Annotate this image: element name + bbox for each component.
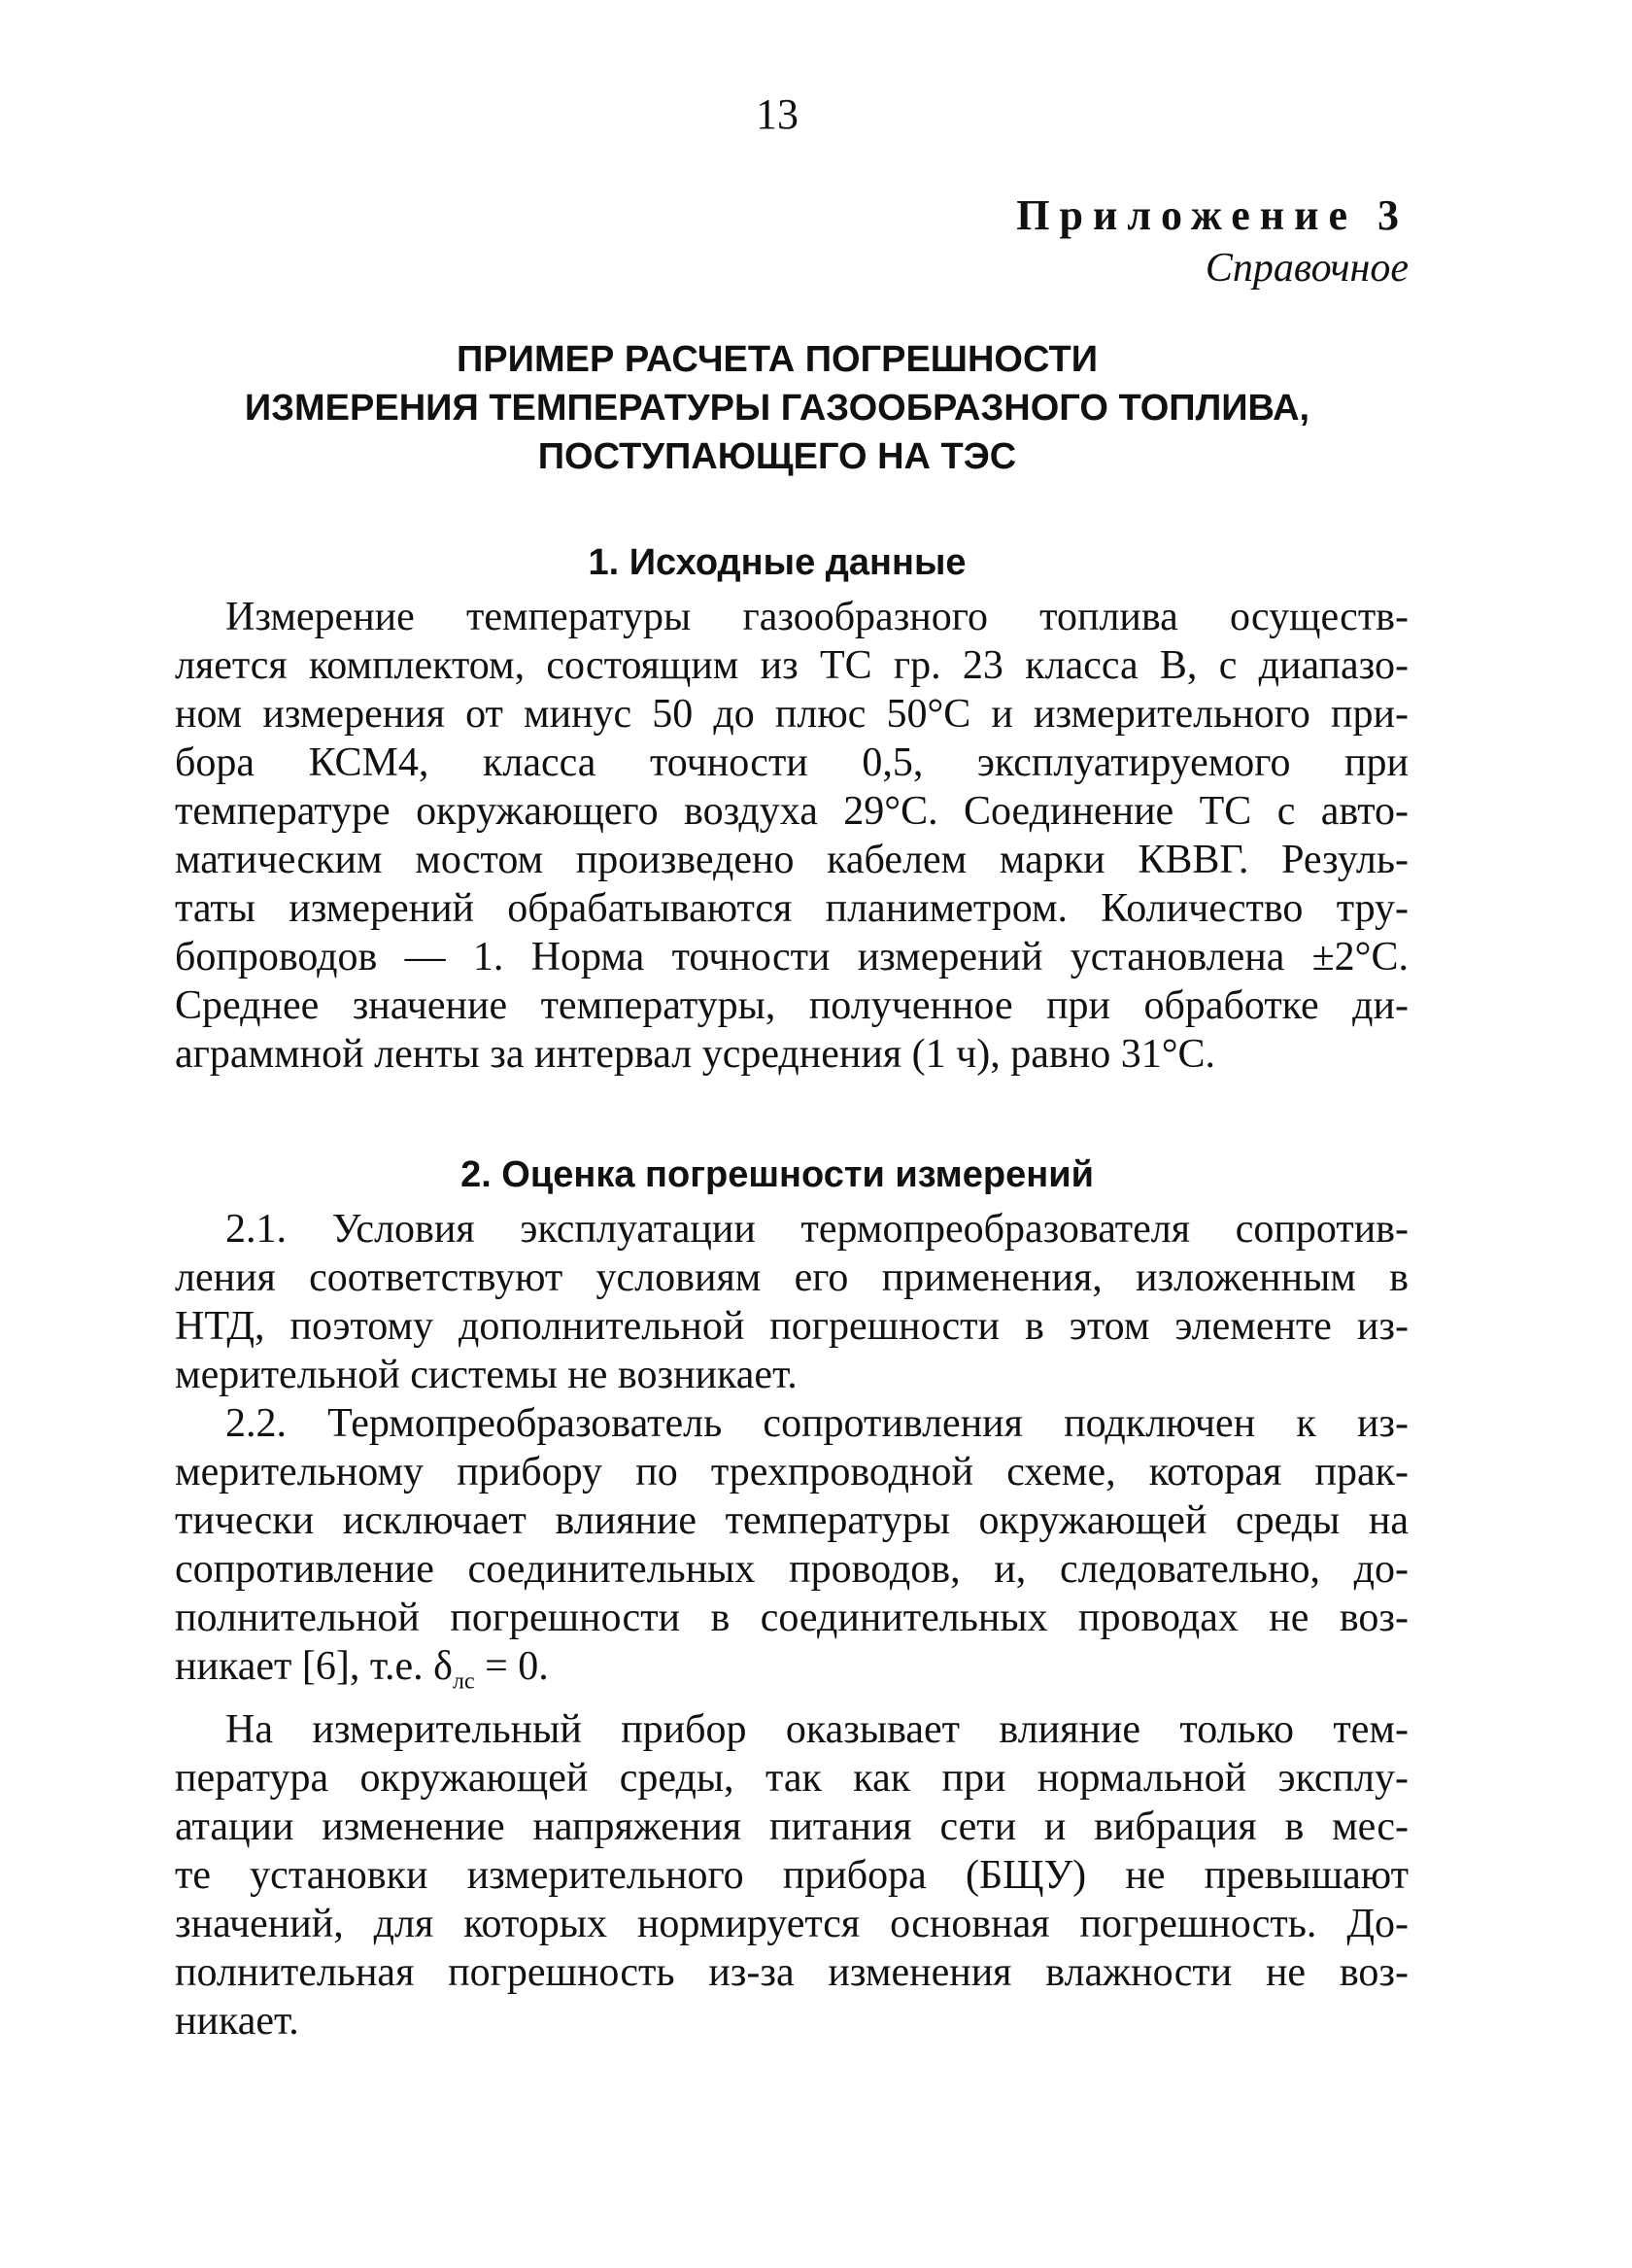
paragraph-2-1	[175, 1205, 1409, 1399]
text-line: аграммной ленты за интервал усреднения (1 ч), равно 31°С.	[175, 1032, 1216, 1077]
text-line: ном измерения от минус 50 до плюс 50°С и измерительного при-	[175, 692, 1409, 737]
text-line: те установки измерительного прибора (БЩУ) не превышают	[175, 1853, 1409, 1899]
text-line: мерительному прибору по трехпроводной схеме, которая прак-	[175, 1450, 1409, 1495]
document-title	[136, 335, 1418, 481]
appendix-title: Приложение 3	[1016, 191, 1409, 239]
formula-value: = 0.	[474, 1644, 549, 1689]
document-title-line: ПОСТУПАЮЩЕГО НА ТЭС	[537, 436, 1017, 477]
formula-line	[175, 1642, 1409, 1705]
text-line: Измерение температуры газообразного топлива осуществ-	[225, 595, 1409, 639]
text-line: мерительной системы не возникает.	[175, 1353, 798, 1397]
text-line: ления соответствуют условиям его применения, изложенным в	[175, 1255, 1409, 1300]
text-line: значений, для которых нормируется основная погрешность. До-	[175, 1902, 1409, 1947]
paragraph	[175, 593, 1409, 1079]
text-line: тически исключает влияние температуры окружающей среды на	[175, 1498, 1409, 1543]
text-line: 2.2. Термопреобразователь сопротивления подключен к из-	[225, 1401, 1409, 1446]
text-line: полнительной погрешности в соединительных проводах не воз-	[175, 1596, 1409, 1640]
text-line: ляется комплектом, состоящим из ТС гр. 23 класса В, с диапазо-	[175, 643, 1409, 688]
paragraph-2-2	[175, 1399, 1409, 1705]
text-line: 2.1. Условия эксплуатации термопреобразователя сопротив-	[225, 1207, 1409, 1252]
text-line: никает.	[175, 1999, 299, 2045]
text-line: Среднее значение температуры, полученное при обработке ди-	[175, 983, 1409, 1028]
text-line: На измерительный прибор оказывает влияние только тем-	[225, 1707, 1409, 1753]
appendix-subtitle: Справочное	[1205, 246, 1409, 291]
text-line: полнительная погрешность из-за изменения влажности не воз-	[175, 1950, 1409, 1996]
text-line: бопроводов — 1. Норма точности измерений установлена ±2°С.	[175, 935, 1409, 979]
section-1-heading: 1. Исходные данные	[588, 542, 967, 583]
section-1-body	[175, 593, 1409, 1079]
section-2-body	[175, 1205, 1409, 2045]
text-line: бора КСМ4, класса точности 0,5, эксплуатируемого при	[175, 740, 1409, 785]
text-line: пература окружающей среды, так как при нормальной эксплу-	[175, 1756, 1409, 1802]
paragraph-2-3	[175, 1705, 1409, 2045]
page-number: 13	[756, 90, 799, 138]
text-line: сопротивление соединительных проводов, и, следовательно, до-	[175, 1547, 1409, 1592]
document-title-line: ИЗМЕРЕНИЯ ТЕМПЕРАТУРЫ ГАЗООБРАЗНОГО ТОПЛИВА,	[244, 388, 1310, 429]
appendix-header	[1016, 189, 1409, 294]
text-line: атации изменение напряжения питания сети и вибрация в мес-	[175, 1804, 1409, 1850]
text-line: НТД, поэтому дополнительной погрешности в этом элементе из-	[175, 1304, 1409, 1349]
text-line: температуре окружающего воздуха 29°С. Соединение ТС с авто-	[175, 789, 1409, 834]
formula-text: никает [6], т.е. δ	[175, 1644, 453, 1689]
formula-subscript: лс	[452, 1668, 475, 1695]
section-2-heading: 2. Оценка погрешности измерений	[460, 1154, 1094, 1195]
text-line: таты измерений обрабатываются планиметром. Количество тру-	[175, 886, 1409, 931]
text-line: матическим мостом произведено кабелем марки КВВГ. Резуль-	[175, 838, 1409, 882]
document-title-line: ПРИМЕР РАСЧЕТА ПОГРЕШНОСТИ	[456, 339, 1099, 380]
